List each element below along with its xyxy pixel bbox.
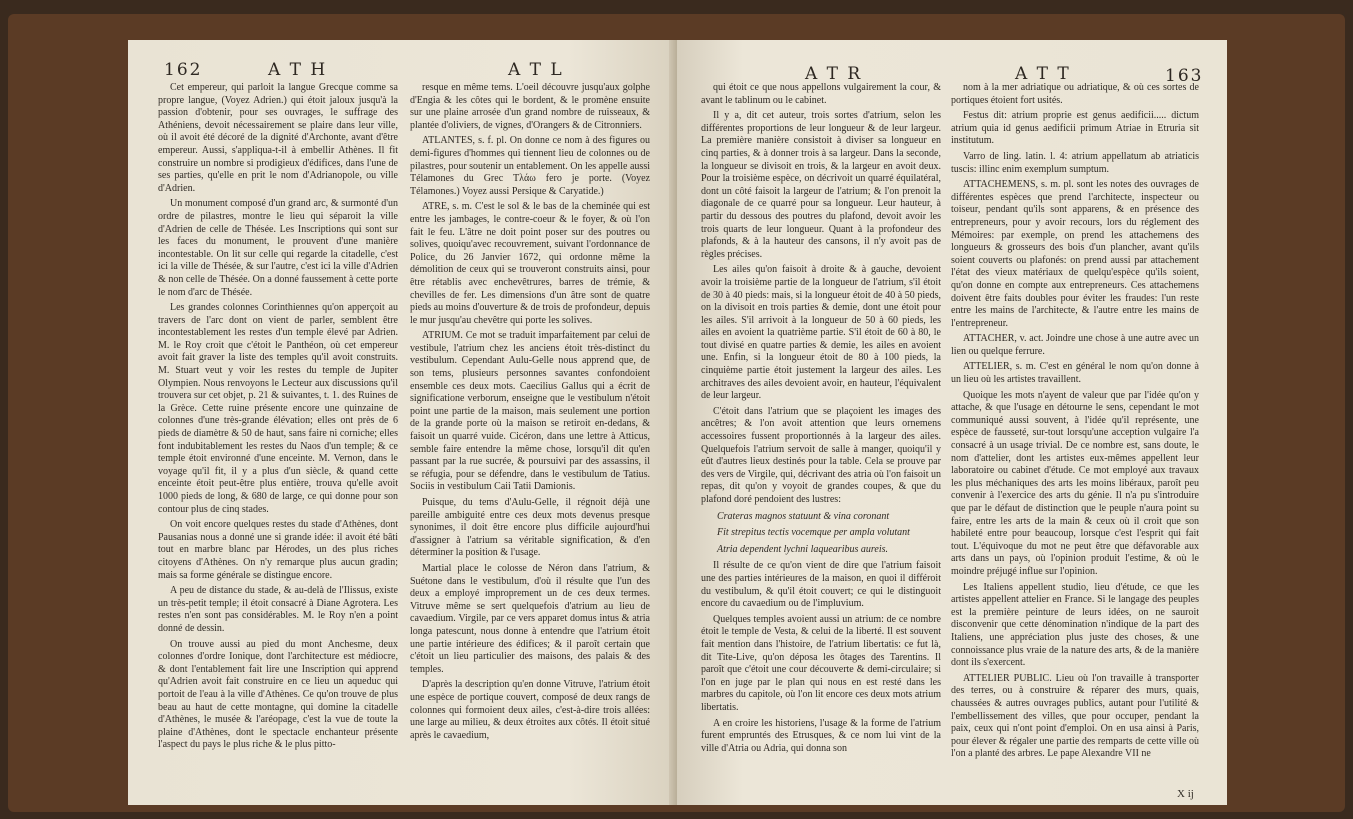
left-page-number: 162 bbox=[164, 60, 203, 80]
paragraph: ATLANTES, s. f. pl. On donne ce nom à des figures ou demi-figures d'hommes qui tiennent lieu de colonnes ou de pilastres, pour soutenir un entablement. On les appelle aussi Télamones du Grec Τλάω fero je porte. (Voyez Télamones.) Voyez aussi Persique & Caryatide.) bbox=[410, 135, 650, 197]
right-page bbox=[677, 40, 1227, 805]
paragraph: ATTACHEMENS, s. m. pl. sont les notes des ouvrages de différentes espèces que prend l'architecte, inspecteur ou toiseur, pendant qu'ils sont apparens, & en présence des entrepreneurs, pour y avoir recours, lors du réglement des Mémoires: par exemple, on prend les attachemens des longueurs & grosseurs des bois d'un plancher, avant qu'ils soient couverts ou plafonés: on prend aussi par attachement l'état des vieux matériaux de quelqu'espèce qu'ils soient, qu'on donne en compte aux entrepreneurs. Ces attachemens doivent être faits doubles pour éviter les fraudes: l'un reste entre les mains de l'architecte, & l'autre entre les mains de l'entrepreneur. bbox=[951, 179, 1199, 329]
paragraph: D'après la description qu'en donne Vitruve, l'atrium étoit une espèce de portique couvert, composé de deux rangs de colonnes qui formoient deux ailes, c'est-à-dire trois allées: une large au milieu, & deux étroites aux côtés. Il étoit situé après le cavaedium, bbox=[410, 679, 650, 741]
paragraph: Il résulte de ce qu'on vient de dire que l'atrium faisoit une des parties intérieures de la maison, en quoi il différoit du vestibulum, & qu'il étoit couvert; ce qui le distinguoit encore du cavaedium ou de l'impluvium. bbox=[701, 560, 941, 610]
paragraph: A peu de distance du stade, & au-delà de l'Ilissus, existe un très-petit temple; il étoit consacré à Diane Agrotera. Les restes n'en sont pas considérables. M. le Roy n'en a point donné de dessin. bbox=[158, 585, 398, 634]
paragraph: A en croire les historiens, l'usage & la forme de l'atrium furent empruntés des Etrusques, & ce nom lui vint de la ville d'Atria ou Adria, qui donna son bbox=[701, 717, 941, 754]
left-page bbox=[128, 40, 677, 805]
paragraph: qui étoit ce que nous appellons vulgairement la cour, & avant le tablinum ou le cabinet. bbox=[701, 82, 941, 106]
verse-line: Fit strepitus tectis vocemque per ampla volutant bbox=[717, 527, 910, 539]
paragraph: Un monument composé d'un grand arc, & surmonté d'un ordre de pilastres, montre le lieu qui séparoit la ville d'Adrien de celle de Thésée. Les Inscriptions qui sont sur les faces du monument, le prouvent d'une manière incontestable. On lit sur celle qui regarde la citadelle, c'est ici la ville de Thésée, & sur l'autre, c'est ici la ville d'Adrien & non celle de Thésée. On a donné faussement à cette porte le nom d'arc de Thésée. bbox=[158, 198, 398, 298]
paragraph: Quelques temples avoient aussi un atrium: de ce nombre étoit le temple de Vesta, & celui de la liberté. Il est souvent fait mention dans l'histoire, de l'atrium libertatis: ce fut là, dit Tite-Live, qu'on déposa les ôtages des Tarentins. Il paroît que c'étoit une cour découverte & demi-circulaire; si l'on en juge par le plan qui nous en est resté dans les marbres du capitole, où l'on lit encore ces deux mots atrium libertatis. bbox=[701, 613, 941, 713]
paragraph: ATRE, s. m. C'est le sol & le bas de la cheminée qui est entre les jambages, le contre-coeur & le foyer, & où l'on fait le feu. L'âtre ne doit point poser sur des poutres ou solives, quoiqu'avec recouvrement, suivant l'ordonnance de Police, du 26 Janvier 1672, qui ordonne même la démolition de ceux qui se trouveront construits ainsi, pour être rétablis avec enchevêtrures, barres de trémie, & chevilles de fer. Les dimensions d'un âtre sont de quatre pieds au moins d'ouverture & de trois de profondeur, depuis le mur jusqu'au chevêtre qui porte les solives. bbox=[410, 201, 650, 326]
right-page-number: 163 bbox=[1165, 66, 1204, 86]
signature-mark: X ij bbox=[1177, 788, 1194, 800]
paragraph: Puisque, du tems d'Aulu-Gelle, il régnoit déjà une pareille ambiguité entre ces deux mots devenus presque synonimes, il doit être encore plus difficile aujourd'hui d'assigner à l'atrium sa véritable signification, & d'en déterminer la position & l'usage. bbox=[410, 497, 650, 559]
paragraph: Il y a, dit cet auteur, trois sortes d'atrium, selon les différentes proportions de leur longueur & de leur largeur. La première manière consistoit à diviser sa longueur en cinq parties, & à donner trois à sa largeur. Dans la seconde, la longueur se divisoit en trois, & la largeur en avoit deux. Pour la troisième espèce, on décrivoit un quarré équilatéral, dont un côté faisoit la largeur de l'atrium; & l'on prenoit la diagonale de ce quarré pour sa longueur. Leur hauteur, à partir du dessous des poutres du plafond, devoit avoir les trois quarts de leur longueur. Quant à la profondeur des plafonds, & à la hauteur des cansons, il n'y avoit pas de règles précises. bbox=[701, 110, 941, 260]
left-header-atl: A T L bbox=[508, 60, 564, 80]
paragraph: C'étoit dans l'atrium que se plaçoient les images des ancêtres; & l'on avoit attention que leurs ornemens accessoires fussent proportionnés à la largeur des ailes. Quelquefois l'atrium servoit de salle à manger, quoiqu'il y eût d'autres lieux destinés pour la table. Cela se prouve par des vers de Virgile, qui, décrivant des atria où l'on faisoit un repas, dit qu'on y voyoit de grandes coupes, & que du plafond doré pendoient des lustres: bbox=[701, 405, 941, 505]
paragraph: Quoique les mots n'ayent de valeur que par l'idée qu'on y attache, & que l'usage en détourne le sens, cependant le mot communiqué aussi souvent, à l'idée qu'il représente, une espèce de fausseté, sur-tout lorsqu'une acception vulgaire l'a consacré à un usage trivial. De ce nombre est, sans doute, le nom d'attelier, dont les artistes eux-mêmes appellent leur laboratoire ou cabinet d'étude. Ce mot employé aux travaux les plus méchaniques des arts les moins libéraux, paroît peu convenir à l'exercice des arts du génie. Il n'a pu s'introduire que par le défaut de distinction que le peuple n'aura point su faire, entre les arts de la main & ceux où il croit que son habileté entre pour beaucoup, lorsque c'est l'esprit qui fait tout. L'équivoque du mot ne peut être que défavorable aux arts dans un pays, où l'opinion produit l'estime, & où le moindre préjugé influe sur l'opinion. bbox=[951, 389, 1199, 577]
right-column-2 bbox=[951, 82, 1199, 764]
right-column-1 bbox=[701, 82, 941, 758]
paragraph: On voit encore quelques restes du stade d'Athènes, dont Pausanias nous a donné une si grande idée: il avoit été bâti tout en marbre blanc par Hérodes, un des plus riches citoyens d'Athènes. On n'y remarque plus aucun gradin; mais sa forme générale se distingue encore. bbox=[158, 519, 398, 581]
left-column-1 bbox=[158, 82, 398, 755]
verse-line: Atria dependent lychni laquearibus aureis. bbox=[717, 543, 888, 555]
right-header-att: A T T bbox=[1015, 64, 1071, 84]
paragraph: Festus dit: atrium proprie est genus aedificii..... dictum atrium quia id genus aedificii primum Atriae in Etruria sit institutum. bbox=[951, 110, 1199, 147]
paragraph: ATTACHER, v. act. Joindre une chose à une autre avec un lien ou quelque ferrure. bbox=[951, 333, 1199, 357]
paragraph: ATTELIER PUBLIC. Lieu où l'on travaille à transporter des terres, ou à construire & réparer des murs, quais, chaussées & autres ouvrages publics, autant pour l'utilité & l'embellissement des villes, que pour occuper, pendant la paix, ceux qui n'ont point d'emploi. On en usa ainsi à Paris, pour élever & régaler une partie des remparts de cette ville où l'on a planté des arbres. Le pape Alexandre VII ne bbox=[951, 672, 1199, 760]
paragraph: Cet empereur, qui parloit la langue Grecque comme sa propre langue, (Voyez Adrien.) qui étoit jaloux jusqu'à la passion d'obtenir, pour ses ouvrages, le suffrage des Athéniens, devoit nécessairement se plaire dans leur ville, où il avoit été décoré de la dignité d'Archonte, avant d'être empereur. Aussi, s'appliqua-t-il à embellir Athènes. Il fit construire un nombre si prodigieux d'édifices, dans l'une de ses parties, qu'elle en prit le nom d'Adrianopole, ou ville d'Adrien. bbox=[158, 82, 398, 194]
paragraph: On trouve aussi au pied du mont Anchesme, deux colonnes d'ordre Ionique, dont l'architecture est médiocre, & dont l'entablement fait lire une Inscription qui apprend qu'Adrien avoit fait construire en ce lieu un aqueduc qui portoit de l'eau à la ville d'Athènes. Ce qu'on trouve de plus beau au haut de cette montagne, qui domine la citadelle d'Athènes, le musée & l'aréopage, c'est la vue de toute la plaine d'Athènes, dont le spectacle enchanteur présente l'aspect du pays le plus riche & le plus pitto- bbox=[158, 638, 398, 751]
paragraph: nom à la mer adriatique ou adriatique, & où ces sortes de portiques étoient fort usités. bbox=[951, 82, 1199, 106]
paragraph: Les grandes colonnes Corinthiennes qu'on apperçoit au travers de l'arc dont on vient de parler, semblent être incontestablement les restes d'un temple élevé par Adrien. M. le Roy croit que c'étoit le Panthéon, où cet empereur avoit fait graver la liste des temples qu'il avoit construits. M. Stuart veut y voir les restes du temple de Jupiter Olympien. Nous renvoyons le Lecteur aux discussions qu'il trouvera sur cet objet, p. 21 & suivantes, t. 1. des Ruines de la Grèce. Cette ruine présente encore une quinzaine de colonnes d'une très-grande élévation; elles ont près de 6 pieds de diamètre & 50 de haut, sans faire ni corniche; elles font indubitablement les restes du Naos d'un temple; & ce temple étoit environné d'une enceinte. M. Vernon, dans le voyage qu'il fit, il y a plus d'un siècle, & quand cette enceinte étoit peut-être plus entière, trouva qu'elle avoit 1000 pieds de long, & 680 de large, ce qui donne pour son contour plus de cinq stades. bbox=[158, 302, 398, 515]
right-header-atr: A T R bbox=[805, 64, 863, 84]
paragraph: Les Italiens appellent studio, lieu d'étude, ce que les artistes appellent attelier en France. Si le langage des peuples est la première peinture de leurs idées, on ne sauroit disconvenir que cette dénomination n'indique de la part des Italiens, une appréciation plus juste des choses, & une connoissance plus vraie de la nature des arts, & de la manière dont ils s'exercent. bbox=[951, 581, 1199, 669]
paragraph: Martial place le colosse de Néron dans l'atrium, & Suétone dans le vestibulum, d'où il résulte que l'un des deux a employé improprement un de ces deux termes. Vitruve même se sert quelquefois d'atrium au lieu de cavaedium. Virgile, par ce vers apparet domus intus & atria longa patescunt, nous donne à entendre que l'atrium étoit une partie intérieure des édifices; & il paroît certain que c'étoit un lieu particulier des maisons, des palais & des temples. bbox=[410, 562, 650, 675]
verse-line: Crateras magnos statuunt & vina coronant bbox=[717, 510, 890, 522]
left-header-ath: A T H bbox=[268, 60, 328, 80]
paragraph: Varro de ling. latin. l. 4: atrium appellatum ab atriaticis tuscis: illinc enim exemplum sumptum. bbox=[951, 150, 1199, 175]
left-column-2 bbox=[410, 82, 650, 745]
paragraph: ATTELIER, s. m. C'est en général le nom qu'on donne à un lieu où les artistes travaillent. bbox=[951, 361, 1199, 386]
paragraph: Les ailes qu'on faisoit à droite & à gauche, devoient avoir la troisième partie de la longueur de l'atrium, s'il étoit de 30 à 40 pieds: mais, si la longueur étoit de 40 à 50 pieds, on la divisoit en trois parties & demie, dont une étoit pour les ailes. S'il arrivoit à la longueur de 50 à 60 pieds, les ailes en avoient la quatrième partie. S'il étoit de 60 à 80, le tout divisé en quatre parties & demie, les ailes en avoient une. Enfin, si la longueur étoit de 80 à 100 pieds, la cinquième partie étoit justement la largeur des ailes. Les architraves des ailes devoient avoir, en hauteur, l'équivalent de leur largeur. bbox=[701, 264, 941, 402]
paragraph: ATRIUM. Ce mot se traduit imparfaitement par celui de vestibule, l'atrium chez les anciens étoit très-distinct du vestibulum. Cependant Aulu-Gelle nous apprend que, de son tems, plusieurs personnes savantes confondoient ensemble ces deux mots. Caecilius Gallus qui a écrit de significatione verborum, enseigne que le vestibulum n'étoit point une partie de la maison, mais seulement une portion de la grande porte où la maison se retiroit en-dedans, & faisoit un quarré vuide. Cicéron, dans une lettre à Atticus, semble faire entendre la même chose, lorsqu'il dit qu'en passant par la rue sucrée, & poursuivi par des assassins, il se réfugia, pour se défendre, dans le vestibulum de Tatius. Sociis in vestibulum Caii Tatii Damionis. bbox=[410, 330, 650, 493]
paragraph: resque en même tems. L'oeil découvre jusqu'aux golphe d'Engia & les côtes qui le bordent, & le promène ensuite sur une plaine arrosée d'un grand nombre de ruisseaux, & plantée d'oliviers, de vignes, d'Orangers & de Citronniers. bbox=[410, 82, 650, 131]
